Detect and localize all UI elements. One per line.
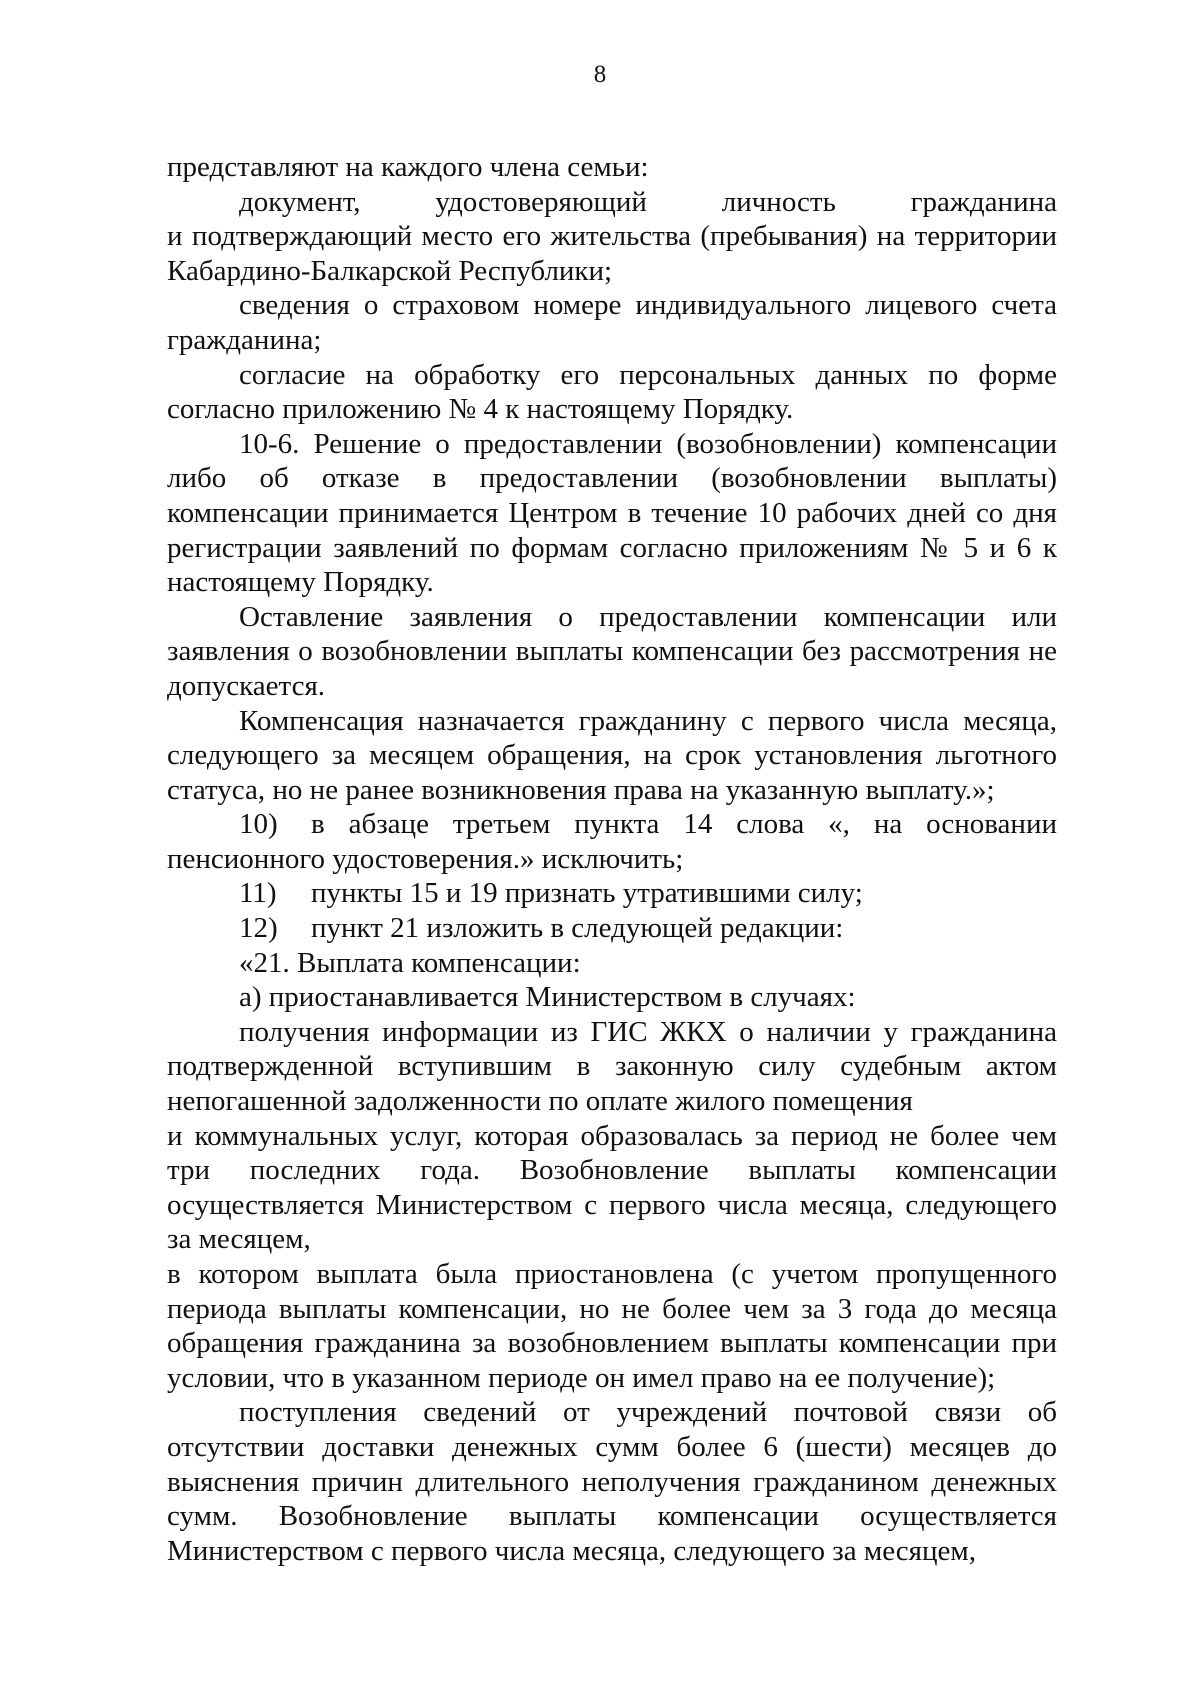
list-item-number: 12) — [239, 912, 278, 945]
list-item-text: пункт 21 изложить в следующей редакции: — [311, 912, 844, 945]
paragraph: документ, удостоверяющий личность гражданина — [239, 185, 1057, 218]
paragraph: Оставление заявления о предоставлении компенсации или заявления о возобновлении выплаты компенсации без рассмотрения не допускается. — [167, 600, 1057, 702]
paragraph: «21. Выплата компенсации: — [239, 946, 581, 979]
list-item-number: 11) — [239, 877, 277, 910]
paragraph: 10-6. Решение о предоставлении (возобновлении) компенсации либо об отказе в предоставлении (возобновлении выплаты) компенсации принимается Центром в течение 10 рабочих дней со дня регистрации заявлений по формам согласно приложениям № 5 и 6 к настоящему Порядку. — [167, 427, 1057, 599]
paragraph: и подтверждающий место его жительства (пребывания) на территории Кабардино-Балкарской Республики; — [167, 220, 1057, 287]
paragraph: в котором выплата была приостановлена (с учетом пропущенного периода выплаты компенсации, но не более чем за 3 года до месяца обращения гражданина за возобновлением выплаты компенсации при условии, что в указанном периоде он имел право на ее получение); — [167, 1258, 1057, 1394]
paragraph: Компенсация назначается гражданину с первого числа месяца, следующего за месяцем обращения, на срок установления льготного статуса, но не ранее возникновения права на указанную выплату.»; — [167, 704, 1057, 806]
paragraph: и коммунальных услуг, которая образовалась за период не более чем три последних года. Возобновление выплаты компенсации осуществляется Министерством с первого числа месяца, следующего за месяцем, — [167, 1119, 1057, 1256]
list-item-number: 10) — [239, 808, 278, 841]
paragraph: представляют на каждого члена семьи: — [167, 151, 649, 183]
paragraph: получения информации из ГИС ЖКХ о наличии у гражданина подтвержденной вступившим в законную силу судебным актом непогашенной задолженности по оплате жилого помещения — [167, 1015, 1057, 1118]
paragraph: сведения о страховом номере индивидуального лицевого счета гражданина; — [167, 289, 1057, 356]
document-body — [167, 150, 1057, 1568]
list-item-text: в абзаце третьем пункта 14 слова «, на основании пенсионного удостоверения.» исключить; — [167, 808, 1057, 875]
list-item — [167, 807, 1057, 876]
list-item — [167, 911, 1057, 946]
list-item — [167, 876, 1057, 911]
paragraph: согласие на обработку его персональных данных по форме согласно приложению № 4 к настоящему Порядку. — [167, 358, 1057, 426]
paragraph: поступления сведений от учреждений почтовой связи об отсутствии доставки денежных сумм более 6 (шести) месяцев до выяснения причин длительного неполучения гражданином денежных сумм. Возобновление выплаты компенсации осуществляется Министерством с первого числа месяца, следующего за месяцем, — [167, 1396, 1057, 1567]
list-item-text: пункты 15 и 19 признать утратившими силу; — [311, 877, 863, 910]
page-number: 8 — [593, 61, 607, 88]
paragraph: а) приостанавливается Министерством в случаях: — [239, 981, 856, 1014]
